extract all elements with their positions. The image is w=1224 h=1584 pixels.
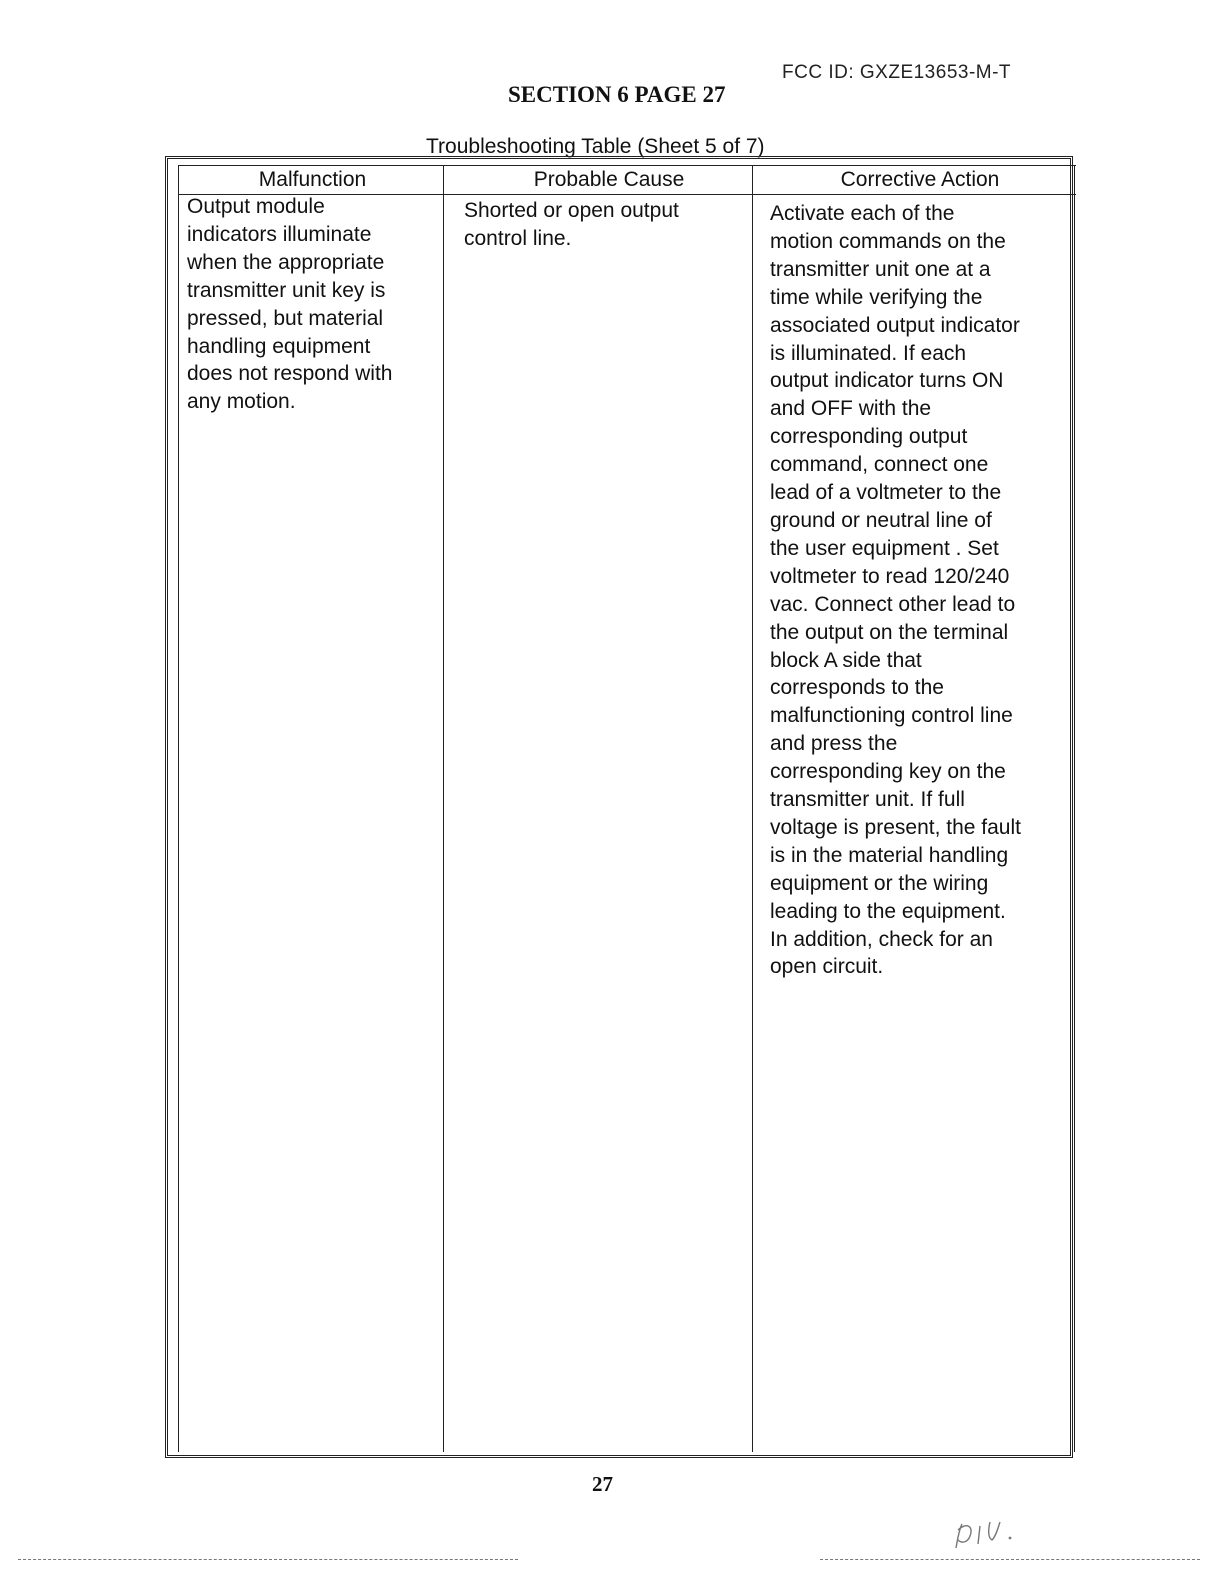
table-cell-malfunction: Output module indicators illuminate when the appropriate transmitter unit key is pressed, but material handling equipment does not respond with any motion. [187, 195, 393, 414]
fcc-id-label: FCC ID: GXZE13653-M-T [782, 62, 1012, 83]
column-divider-left [178, 166, 179, 1452]
section-heading: SECTION 6 PAGE 27 [508, 82, 726, 107]
column-divider-right [1074, 166, 1075, 1452]
column-header-corrective-action: Corrective Action [840, 168, 1000, 191]
scan-artifact-line [18, 1559, 518, 1560]
column-header-malfunction: Malfunction [258, 168, 367, 191]
page-number: 27 [592, 1472, 613, 1496]
column-divider-1 [443, 166, 444, 1452]
table-cell-corrective-action: Activate each of the motion commands on the transmitter unit one at a time while verifying the associated output indicator is illuminated. If each output indicator turns ON and OFF with the corresponding output command, connect one lead of a voltmeter to the ground or neutral line of the user equipment . Set voltmeter to read 120/240 vac. Connect other lead to the output on the terminal block A side that corresponds to the malfunctioning control line and press the corresponding key on the transmitter unit. If full voltage is present, the fault is in the material handling equipment or the wiring leading to the equipment. In addition, check for an open circuit. [770, 202, 1021, 979]
table-caption: Troubleshooting Table (Sheet 5 of 7) [426, 135, 765, 158]
scan-artifact-line [820, 1559, 1200, 1560]
column-header-probable-cause: Probable Cause [533, 168, 685, 191]
table-cell-probable-cause: Shorted or open output control line. [464, 199, 679, 250]
column-divider-2 [752, 166, 753, 1452]
handwritten-initials [948, 1500, 1038, 1560]
